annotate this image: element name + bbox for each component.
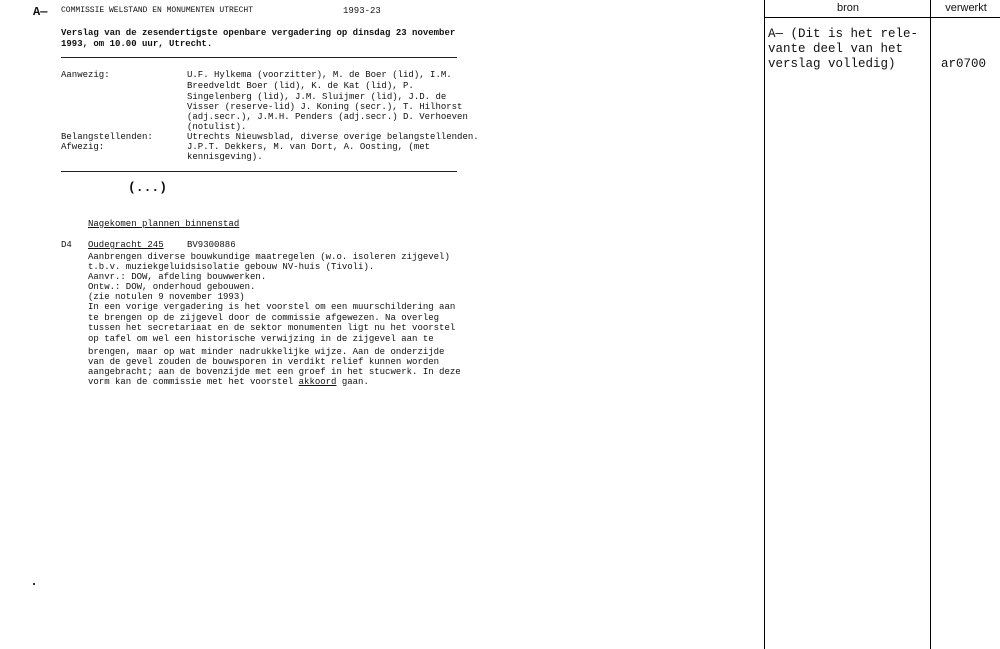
item-body-line: In een vorige vergadering is het voorstel om een muurschildering aan (88, 302, 456, 312)
item-body-line: aangebracht; aan de bovenzijde met een groef in het stucwerk. In deze (88, 367, 461, 377)
title-line-1: Verslag van de zesendertigste openbare vergadering op dinsdag 23 november (61, 28, 456, 38)
attendance-label-absent: Afwezig: (61, 142, 105, 152)
attendance-interested-line: Utrechts Nieuwsblad, diverse overige belangstellenden. (187, 132, 479, 142)
decision-akkoord: akkoord (298, 377, 337, 387)
attendance-present-line: Breedveldt Boer (lid), K. de Kat (lid), P. (187, 81, 414, 91)
attendance-present-line: U.F. Hylkema (voorzitter), M. de Boer (lid), I.M. (187, 70, 452, 80)
ellipsis: (...) (128, 180, 168, 195)
item-body-line: brengen, maar op wat minder nadrukkelijke wijze. Aan de onderzijde (88, 347, 445, 357)
title-line-2: 1993, om 10.00 uur, Utrecht. (61, 39, 213, 49)
item-code: D4 (61, 240, 72, 250)
stray-mark (33, 583, 35, 585)
header-org: COMMISSIE WELSTAND EN MONUMENTEN UTRECHT (61, 6, 254, 15)
bron-note-line: vante deel van het (768, 42, 904, 56)
attendance-label-interested: Belangstellenden: (61, 132, 153, 142)
bron-column (764, 0, 931, 649)
margin-marker: A— (33, 5, 48, 19)
attendance-absent-line: J.P.T. Dekkers, M. van Dort, A. Oosting, (met (187, 142, 431, 152)
item-body-last-line (88, 377, 369, 388)
verwerkt-header: verwerkt (931, 0, 1000, 18)
item-body-line: Aanbrengen diverse bouwkundige maatregelen (w.o. isoleren zijgevel) (88, 252, 450, 262)
attendance-present-line: (notulist). (187, 122, 247, 132)
attendance-present-line: (adj.secr.), J.M.H. Penders (adj.secr.) D. Verhoeven (187, 112, 468, 122)
item-body-line: (zie notulen 9 november 1993) (88, 292, 245, 302)
item-body-line: Aanvr.: DOW, afdeling bouwwerken. (88, 272, 267, 282)
attendance-label-present: Aanwezig: (61, 70, 110, 80)
last-line-pre: vorm kan de commissie met het voorstel (88, 377, 299, 387)
item-body-line: van de gevel zouden de bouwsporen in verdikt relief kunnen worden (88, 357, 440, 367)
divider-bottom (61, 171, 457, 172)
item-address: Oudegracht 245 (88, 240, 164, 250)
bron-header: bron (765, 0, 931, 18)
attendance-present-line: Visser (reserve-lid) J. Koning (secr.), T. Hilhorst (187, 102, 463, 112)
item-file-number: BV9300886 (187, 240, 236, 250)
verwerkt-code: ar0700 (941, 57, 987, 71)
item-body-line: t.b.v. muziekgeluidsisolatie gebouw NV-huis (Tivoli). (88, 262, 375, 272)
verwerkt-column (930, 0, 1000, 649)
attendance-present-line: Singelenberg (lid), J.M. Sluijmer (lid), J.D. de (187, 92, 447, 102)
item-body-line: op tafel om wel een historische verwijzing in de zijgevel aan te (88, 334, 434, 344)
header-ref: 1993-23 (343, 6, 381, 16)
last-line-post: gaan. (336, 377, 369, 387)
item-body-line: Ontw.: DOW, onderhoud gebouwen. (88, 282, 256, 292)
bron-note-line: A— (Dit is het rele- (768, 27, 919, 41)
divider-top (61, 57, 457, 58)
item-body-line: tussen het secretariaat en de sektor monumenten ligt nu het voorstel (88, 323, 456, 333)
attendance-absent-line: kennisgeving). (187, 152, 263, 162)
item-body-line: te brengen op de zijgevel door de commissie afgewezen. Na overleg (88, 313, 440, 323)
section-heading: Nagekomen plannen binnenstad (88, 219, 240, 229)
bron-note-line: verslag volledig) (768, 57, 896, 71)
